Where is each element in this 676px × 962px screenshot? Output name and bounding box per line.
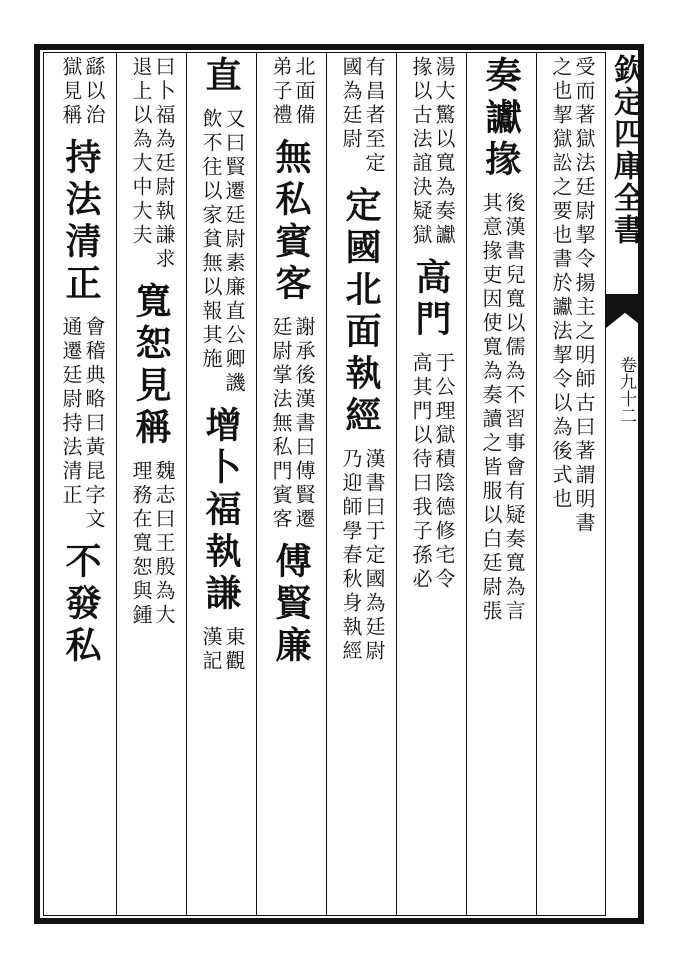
annotation <box>409 352 455 592</box>
main-text: 直 <box>200 56 242 98</box>
annotation-line-right: 于公理獄積陰德修宅令 <box>432 352 456 592</box>
annotation-line-right: 謝承後漢書曰傅賢遷 <box>292 316 316 532</box>
annotation-line-left: 獄見稱 <box>59 56 83 128</box>
annotation <box>129 460 175 628</box>
text-column <box>537 56 605 912</box>
annotation-line-left: 乃迎師學春秋身執經 <box>339 448 363 664</box>
text-column <box>397 56 465 912</box>
annotation-line-right: 魏志曰王殷為大 <box>152 460 176 628</box>
annotation-line-right: 北面備 <box>292 56 316 128</box>
annotation <box>59 316 105 532</box>
annotation-line-right: 又曰賢遷廷尉素廉直公卿譏 <box>222 108 246 396</box>
text-column <box>467 56 535 912</box>
annotation-line-right: 受而著獄法廷尉挈令揚主之明師古曰著謂明書 <box>572 56 596 536</box>
annotation-line-left: 其意掾吏因使寬為奏讀之皆服以白廷尉張 <box>479 192 503 624</box>
main-text: 增卜福執謙 <box>200 406 242 616</box>
main-text: 寬恕見稱 <box>130 282 172 450</box>
annotation <box>339 56 385 176</box>
column-rule <box>396 52 397 916</box>
main-text: 不發私 <box>60 542 102 668</box>
annotation <box>409 56 455 248</box>
annotation <box>549 56 595 536</box>
annotation <box>269 56 315 128</box>
annotation <box>199 626 245 674</box>
annotation-line-right: 繇以治 <box>82 56 106 128</box>
annotation-line-left: 退上以為大中大夫 <box>129 56 153 248</box>
text-column <box>117 56 185 912</box>
main-text: 奏讞掾 <box>480 56 522 182</box>
annotation-line-right: 有昌者至定 <box>362 56 386 176</box>
annotation-line-left: 漢記 <box>199 626 223 674</box>
text-column <box>187 56 255 912</box>
annotation <box>129 56 175 272</box>
juan-number: 卷九十二 <box>616 356 636 424</box>
annotation <box>339 448 385 664</box>
annotation-line-right: 東觀 <box>222 626 246 674</box>
annotation-line-left: 之也挈獄訟之要也書於讞法挈令以為後式也 <box>549 56 573 512</box>
annotation-line-left: 廷尉掌法無私門賓客 <box>269 316 293 532</box>
column-rule <box>116 52 117 916</box>
text-column <box>257 56 325 912</box>
column-rule <box>326 52 327 916</box>
main-text: 高門 <box>410 258 452 342</box>
column-rule <box>186 52 187 916</box>
annotation <box>199 108 245 396</box>
margin-title: 欽定四庫全書 <box>608 54 643 246</box>
main-text: 定國北面執經 <box>340 186 382 438</box>
column-rule <box>466 52 467 916</box>
main-text: 無私賓客 <box>270 138 312 306</box>
main-text: 傅賢廉 <box>270 542 312 668</box>
annotation-line-right: 漢書曰于定國為廷尉 <box>362 448 386 664</box>
annotation <box>59 56 105 128</box>
column-rule <box>256 52 257 916</box>
annotation-line-right: 後漢書兒寬以儒為不習事會有疑奏寬為言 <box>502 192 526 624</box>
text-column <box>327 56 395 912</box>
annotation <box>269 316 315 532</box>
annotation-line-right: 湯大驚以寬為奏讞 <box>432 56 456 248</box>
annotation-line-right: 曰卜福為廷尉執謙求 <box>152 56 176 272</box>
fish-tail-ornament <box>606 294 644 328</box>
annotation-line-left: 弟子禮 <box>269 56 293 128</box>
main-text: 持法清正 <box>60 138 102 306</box>
text-column <box>47 56 115 912</box>
annotation-line-left: 理務在寬恕與鍾 <box>129 460 153 628</box>
annotation-line-left: 通遷廷尉持法清正 <box>59 316 83 508</box>
column-rule <box>536 52 537 916</box>
annotation-line-left: 國為廷尉 <box>339 56 363 152</box>
annotation-line-left: 高其門以待曰我子孫必 <box>409 352 433 592</box>
annotation-line-right: 會稽典略曰黃昆字文 <box>82 316 106 532</box>
annotation <box>479 192 525 624</box>
margin-strip <box>606 44 644 924</box>
annotation-line-left: 飲不往以家貧無以報其施 <box>199 108 223 372</box>
annotation-line-left: 掾以古法誼決疑獄 <box>409 56 433 248</box>
